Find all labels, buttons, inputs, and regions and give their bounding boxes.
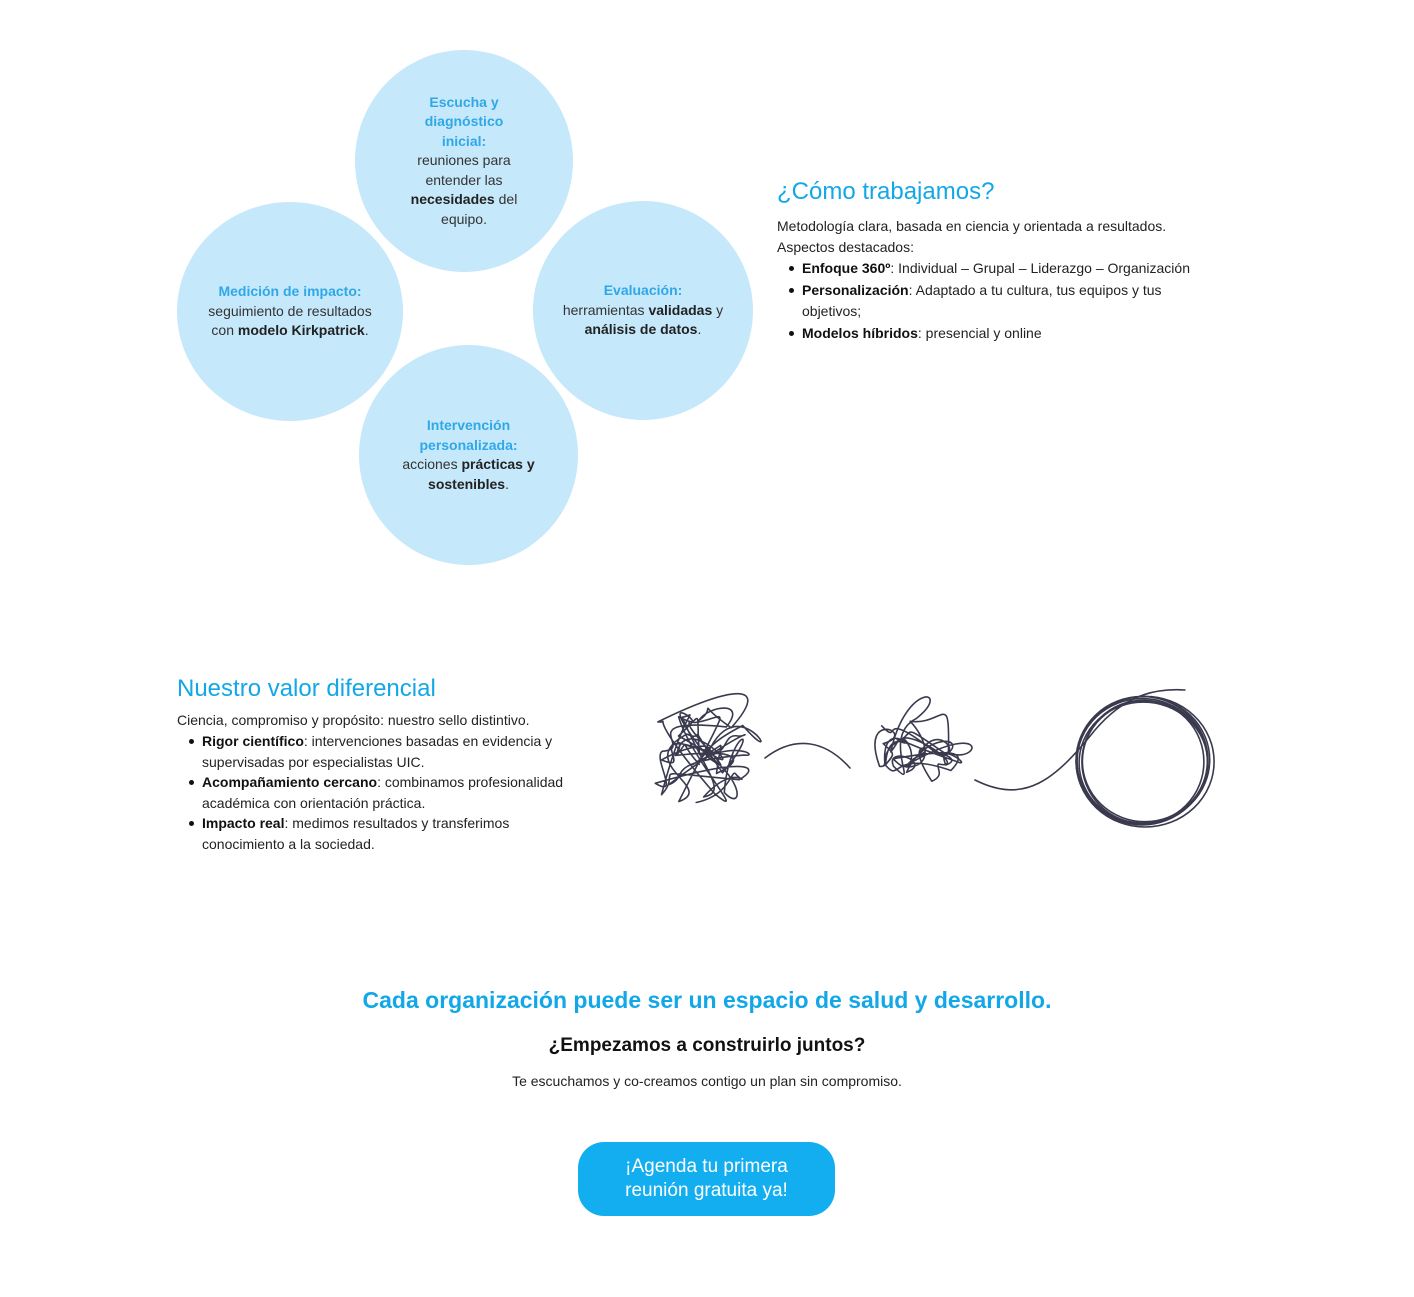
valor-diferencial-title: Nuestro valor diferencial: [177, 675, 436, 702]
list-item: Impacto real: medimos resultados y transferimos conocimiento a la sociedad.: [177, 813, 587, 855]
valor-diferencial-body: [177, 710, 587, 854]
list-item: Rigor científico: intervenciones basadas en evidencia y supervisadas por especialistas UIC.: [177, 731, 587, 773]
list-item: Enfoque 360º: Individual – Grupal – Liderazgo – Organización: [777, 258, 1207, 279]
thread-connector: [765, 743, 850, 768]
como-intro: Metodología clara, basada en ciencia y orientada a resultados.: [777, 218, 1167, 234]
como-intro-2: Aspectos destacados:: [777, 239, 914, 255]
cta-subheading: ¿Empezamos a construirlo juntos?: [548, 1035, 866, 1056]
valor-intro: Ciencia, compromiso y propósito: nuestro sello distintivo.: [177, 712, 530, 728]
circle-body: seguimiento de resultados con modelo Kirkpatrick.: [208, 302, 372, 339]
tangle-knot-large: [655, 694, 761, 803]
tangle-knot-small: [875, 697, 972, 781]
circle-escucha-diagnostico: [355, 50, 573, 272]
circle-title: Evaluación:: [603, 282, 683, 299]
valor-list: [177, 731, 587, 855]
circle-title: Medición de impacto:: [218, 283, 362, 300]
agenda-reunion-button[interactable]: ¡Agenda tu primera reunión gratuita ya!: [578, 1142, 835, 1216]
como-trabajamos-body: [777, 216, 1207, 345]
circle-title: Escucha y diagnóstico inicial:: [424, 93, 504, 149]
circle-intervencion-personalizada: [359, 345, 578, 565]
thread-circle-loop: [1082, 700, 1204, 823]
list-item: Personalización: Adaptado a tu cultura, tus equipos y tus objetivos;: [777, 280, 1207, 322]
circle-title: Intervención personalizada:: [419, 417, 518, 453]
como-trabajamos-title: ¿Cómo trabajamos?: [777, 178, 995, 205]
circle-body: herramientas validadas y análisis de datos.: [562, 301, 724, 338]
tangled-thread-icon: [625, 680, 1225, 840]
tangled-thread-strokes: [655, 690, 1214, 827]
list-item: Acompañamiento cercano: combinamos profesionalidad académica con orientación práctica.: [177, 772, 587, 814]
circle-body: acciones prácticas y sostenibles.: [402, 456, 535, 492]
como-list: [777, 258, 1207, 344]
cta-text: Te escuchamos y co-creamos contigo un plan sin compromiso.: [512, 1073, 902, 1089]
cta-heading: Cada organización puede ser un espacio de salud y desarrollo.: [362, 987, 1052, 1013]
circle-medicion-impacto: [177, 202, 403, 421]
circle-evaluacion: [533, 201, 753, 420]
list-item: Modelos híbridos: presencial y online: [777, 323, 1207, 344]
circle-body: reuniones para entender las necesidades del equipo.: [410, 152, 518, 227]
